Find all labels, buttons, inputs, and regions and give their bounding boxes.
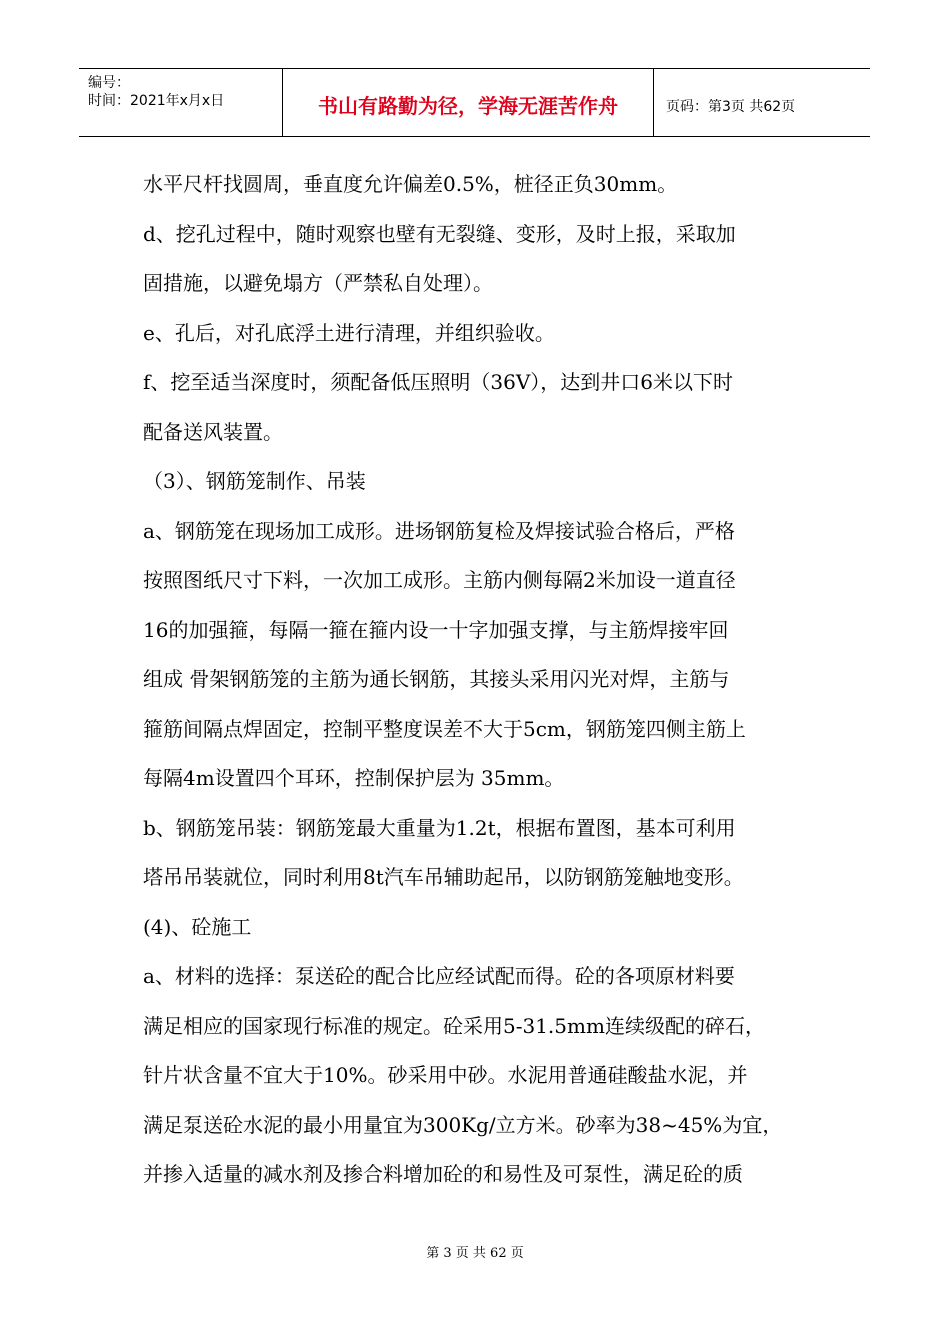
header-page-info: 页码：第3页 共62页 [666,98,796,115]
body-line: 固措施，以避免塌方（严禁私自处理）。 [143,271,493,295]
date-label: 时间：2021年x月x日 [88,93,225,109]
header-meta [79,69,282,136]
section-heading: （3）、钢筋笼制作、吊装 [143,469,366,493]
body-line: 并掺入适量的减水剂及掺合料增加砼的和易性及可泵性，满足砼的质 [143,1162,743,1186]
page-header [79,68,870,137]
body-line: a、钢筋笼在现场加工成形。进场钢筋复检及焊接试验合格后，严格 [143,518,735,543]
body-line: e、孔后，对孔底浮土进行清理，并组织验收。 [143,320,555,345]
body-line: 组成 骨架钢筋笼的主筋为通长钢筋，其接头采用闪光对焊，主筋与 [143,667,730,691]
body-line: 水平尺杆找圆周，垂直度允许偏差0.5%，桩径正负30mm。 [143,172,678,196]
body-line: d、挖孔过程中，随时观察也壁有无裂缝、变形，及时上报，采取加 [143,221,736,246]
body-line: 箍筋间隔点焊固定，控制平整度误差不大于5cm，钢筋笼四侧主筋上 [143,716,746,741]
body-line: 每隔4m设置四个耳环，控制保护层为 35mm。 [143,766,565,790]
body-line: 配备送风装置。 [143,419,283,444]
body-line: 满足泵送砼水泥的最小用量宜为300Kg/立方米。砂率为38~45%为宜， [143,1112,783,1137]
body-line: 塔吊吊装就位，同时利用8t汽车吊辅助起吊，以防钢筋笼触地变形。 [143,865,744,889]
body-line: b、钢筋笼吊装：钢筋笼最大重量为1.2t，根据布置图，基本可利用 [143,815,736,840]
body-line: 16的加强箍，每隔一箍在箍内设一十字加强支撑，与主筋焊接牢回 [143,617,729,642]
document-body [143,160,823,1200]
header-motto: 书山有路勤为径，学海无涯苦作舟 [282,69,654,136]
doc-number-label: 编号： [88,75,130,91]
body-line: f、挖至适当深度时，须配备低压照明（36V），达到井口6米以下时 [143,370,734,394]
body-line: 满足相应的国家现行标准的规定。砼采用5-31.5mm连续级配的碎石， [143,1013,765,1038]
page-footer: 第 3 页 共 62 页 [426,1246,524,1261]
body-line: a、材料的选择：泵送砼的配合比应经试配而得。砼的各项原材料要 [143,964,735,988]
body-line: 针片状含量不宜大于10%。砂采用中砂。水泥用普通硅酸盐水泥，并 [143,1063,748,1087]
body-line: 按照图纸尺寸下料，一次加工成形。主筋内侧每隔2米加设一道直径 [143,568,736,592]
section-heading: (4)、砼施工 [143,914,252,939]
